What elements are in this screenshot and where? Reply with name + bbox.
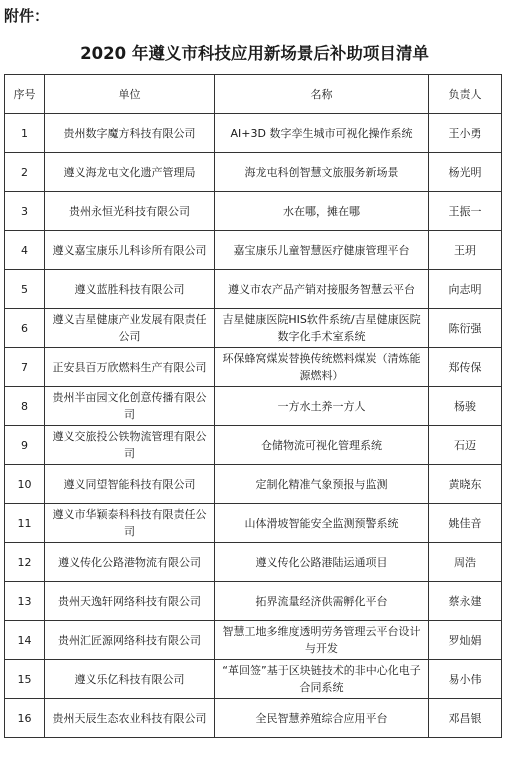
row-number-cell: 2 bbox=[5, 153, 45, 192]
table-row bbox=[5, 192, 502, 231]
row-number-cell: 9 bbox=[5, 426, 45, 465]
row-number-cell: 8 bbox=[5, 387, 45, 426]
project-name-cell: 智慧工地多维度透明劳务管理云平台设计与开发 bbox=[215, 621, 429, 660]
unit-cell: 贵州天逸轩网络科技有限公司 bbox=[45, 582, 215, 621]
owner-cell: 王玥 bbox=[429, 231, 502, 270]
project-name-cell: 仓储物流可视化管理系统 bbox=[215, 426, 429, 465]
unit-cell: 遵义嘉宝康乐儿科诊所有限公司 bbox=[45, 231, 215, 270]
project-name-cell: 山体滑坡智能安全监测预警系统 bbox=[215, 504, 429, 543]
header-owner: 负责人 bbox=[429, 75, 502, 114]
table-row bbox=[5, 660, 502, 699]
row-number-cell: 15 bbox=[5, 660, 45, 699]
row-number-cell: 6 bbox=[5, 309, 45, 348]
unit-cell: 贵州半亩园文化创意传播有限公司 bbox=[45, 387, 215, 426]
header-unit: 单位 bbox=[45, 75, 215, 114]
attachment-label: 附件： bbox=[4, 7, 50, 25]
row-number-cell: 11 bbox=[5, 504, 45, 543]
row-number-cell: 10 bbox=[5, 465, 45, 504]
owner-cell: 邓昌银 bbox=[429, 699, 502, 738]
table-row bbox=[5, 231, 502, 270]
project-name-cell: 定制化精准气象预报与监测 bbox=[215, 465, 429, 504]
row-number-cell: 7 bbox=[5, 348, 45, 387]
owner-cell: 杨骏 bbox=[429, 387, 502, 426]
unit-cell: 贵州永恒光科技有限公司 bbox=[45, 192, 215, 231]
row-number-cell: 12 bbox=[5, 543, 45, 582]
unit-cell: 遵义市华颖泰科科技有限责任公司 bbox=[45, 504, 215, 543]
project-name-cell: “革回签”基于区块链技术的非中心化电子合同系统 bbox=[215, 660, 429, 699]
table-row bbox=[5, 504, 502, 543]
owner-cell: 向志明 bbox=[429, 270, 502, 309]
owner-cell: 杨光明 bbox=[429, 153, 502, 192]
table-row bbox=[5, 543, 502, 582]
project-name-cell: 遵义传化公路港陆运通项目 bbox=[215, 543, 429, 582]
owner-cell: 蔡永建 bbox=[429, 582, 502, 621]
owner-cell: 黄晓东 bbox=[429, 465, 502, 504]
project-name-cell: 一方水土养一方人 bbox=[215, 387, 429, 426]
table-row bbox=[5, 426, 502, 465]
table-row bbox=[5, 270, 502, 309]
owner-cell: 易小伟 bbox=[429, 660, 502, 699]
unit-cell: 贵州数字魔方科技有限公司 bbox=[45, 114, 215, 153]
row-number-cell: 16 bbox=[5, 699, 45, 738]
project-name-cell: 拓界流量经济供需孵化平台 bbox=[215, 582, 429, 621]
owner-cell: 王振一 bbox=[429, 192, 502, 231]
row-number-cell: 14 bbox=[5, 621, 45, 660]
project-name-cell: AI+3D 数字孪生城市可视化操作系统 bbox=[215, 114, 429, 153]
project-name-cell: 海龙屯科创智慧文旅服务新场景 bbox=[215, 153, 429, 192]
table-header-row bbox=[5, 75, 502, 114]
project-name-cell: 吉星健康医院HIS软件系统/吉星健康医院数字化手术室系统 bbox=[215, 309, 429, 348]
unit-cell: 遵义传化公路港物流有限公司 bbox=[45, 543, 215, 582]
unit-cell: 遵义同望智能科技有限公司 bbox=[45, 465, 215, 504]
table-row bbox=[5, 621, 502, 660]
page-title: 2020 年遵义市科技应用新场景后补助项目清单 bbox=[80, 44, 429, 63]
row-number-cell: 1 bbox=[5, 114, 45, 153]
table-row bbox=[5, 582, 502, 621]
owner-cell: 罗灿娟 bbox=[429, 621, 502, 660]
unit-cell: 遵义乐亿科技有限公司 bbox=[45, 660, 215, 699]
project-name-cell: 嘉宝康乐儿童智慧医疗健康管理平台 bbox=[215, 231, 429, 270]
table-row bbox=[5, 309, 502, 348]
project-name-cell: 遵义市农产品产销对接服务智慧云平台 bbox=[215, 270, 429, 309]
unit-cell: 遵义吉星健康产业发展有限责任公司 bbox=[45, 309, 215, 348]
table-row bbox=[5, 153, 502, 192]
unit-cell: 遵义蓝胜科技有限公司 bbox=[45, 270, 215, 309]
header-name: 名称 bbox=[215, 75, 429, 114]
owner-cell: 周浩 bbox=[429, 543, 502, 582]
row-number-cell: 3 bbox=[5, 192, 45, 231]
unit-cell: 正安县百万欣燃料生产有限公司 bbox=[45, 348, 215, 387]
project-name-cell: 环保蜂窝煤炭替换传统燃料煤炭（清炼能源燃料） bbox=[215, 348, 429, 387]
owner-cell: 陈衍强 bbox=[429, 309, 502, 348]
row-number-cell: 13 bbox=[5, 582, 45, 621]
unit-cell: 贵州汇匠源网络科技有限公司 bbox=[45, 621, 215, 660]
unit-cell: 遵义海龙屯文化遗产管理局 bbox=[45, 153, 215, 192]
table-row bbox=[5, 387, 502, 426]
owner-cell: 王小勇 bbox=[429, 114, 502, 153]
header-no: 序号 bbox=[5, 75, 45, 114]
unit-cell: 贵州天辰生态农业科技有限公司 bbox=[45, 699, 215, 738]
owner-cell: 郑传保 bbox=[429, 348, 502, 387]
project-name-cell: 全民智慧养殖综合应用平台 bbox=[215, 699, 429, 738]
owner-cell: 姚佳音 bbox=[429, 504, 502, 543]
table-row bbox=[5, 348, 502, 387]
project-name-cell: 水在哪，摊在哪 bbox=[215, 192, 429, 231]
table-row bbox=[5, 465, 502, 504]
table-row bbox=[5, 699, 502, 738]
unit-cell: 遵义交旅投公铁物流管理有限公司 bbox=[45, 426, 215, 465]
owner-cell: 石迈 bbox=[429, 426, 502, 465]
row-number-cell: 4 bbox=[5, 231, 45, 270]
project-table bbox=[4, 74, 502, 738]
table-row bbox=[5, 114, 502, 153]
row-number-cell: 5 bbox=[5, 270, 45, 309]
